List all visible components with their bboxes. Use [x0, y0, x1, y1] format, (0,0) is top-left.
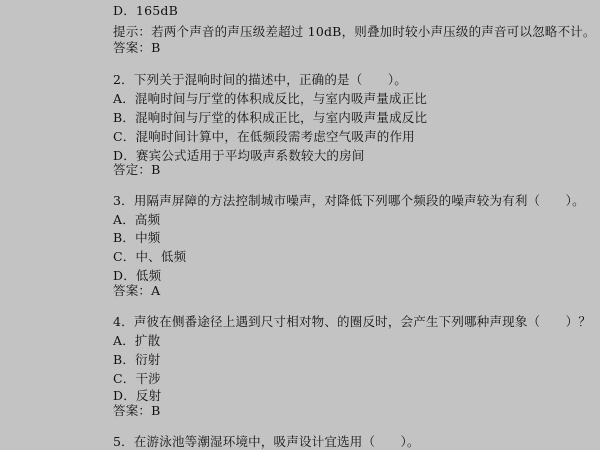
q4-option-d: D．反射	[113, 388, 162, 403]
q2-option-d: D．赛宾公式适用于平均吸声系数较大的房间	[113, 148, 365, 163]
q5-stem: 5．在游泳池等潮湿环境中，吸声设计宜选用（ ）。	[113, 434, 420, 449]
q2-option-c: C．混响时间计算中，在低频段需考虑空气吸声的作用	[113, 129, 415, 144]
q2-option-b: B．混响时间与厅堂的体积成正比，与室内吸声量成反比	[113, 110, 428, 125]
q3-option-a: A．高频	[113, 212, 161, 227]
q3-stem: 3．用隔声屏障的方法控制城市噪声，对降低下列哪个频段的噪声较为有利（ ）。	[113, 193, 585, 208]
q1-option-d: D．165dB	[113, 3, 178, 18]
q3-option-d: D．低频	[113, 268, 162, 283]
q4-stem: 4．声彼在侧番途径上遇到尺寸相对物、的圈反时，会产生下列哪种声现象（ ）？	[113, 314, 592, 329]
q2-answer: 答定：B	[113, 162, 161, 177]
q2-stem: 2．下列关于混响时间的描述中，正确的是（ ）。	[113, 72, 408, 87]
q3-option-b: B．中频	[113, 230, 161, 245]
q4-option-a: A．扩散	[113, 333, 161, 348]
q4-answer: 答案：B	[113, 403, 161, 418]
q1-hint: 提示：若两个声音的声压级差超过 10dB，则叠加时较小声压级的声音可以忽略不计。	[113, 24, 596, 39]
q1-answer: 答案：B	[113, 40, 161, 55]
q4-option-c: C．干涉	[113, 371, 161, 386]
q3-answer: 答案：A	[113, 283, 161, 298]
q4-option-b: B．衍射	[113, 352, 161, 367]
q3-option-c: C．中、低频	[113, 249, 187, 264]
q2-option-a: A．混响时间与厅堂的体积成反比，与室内吸声量成正比	[113, 91, 428, 106]
